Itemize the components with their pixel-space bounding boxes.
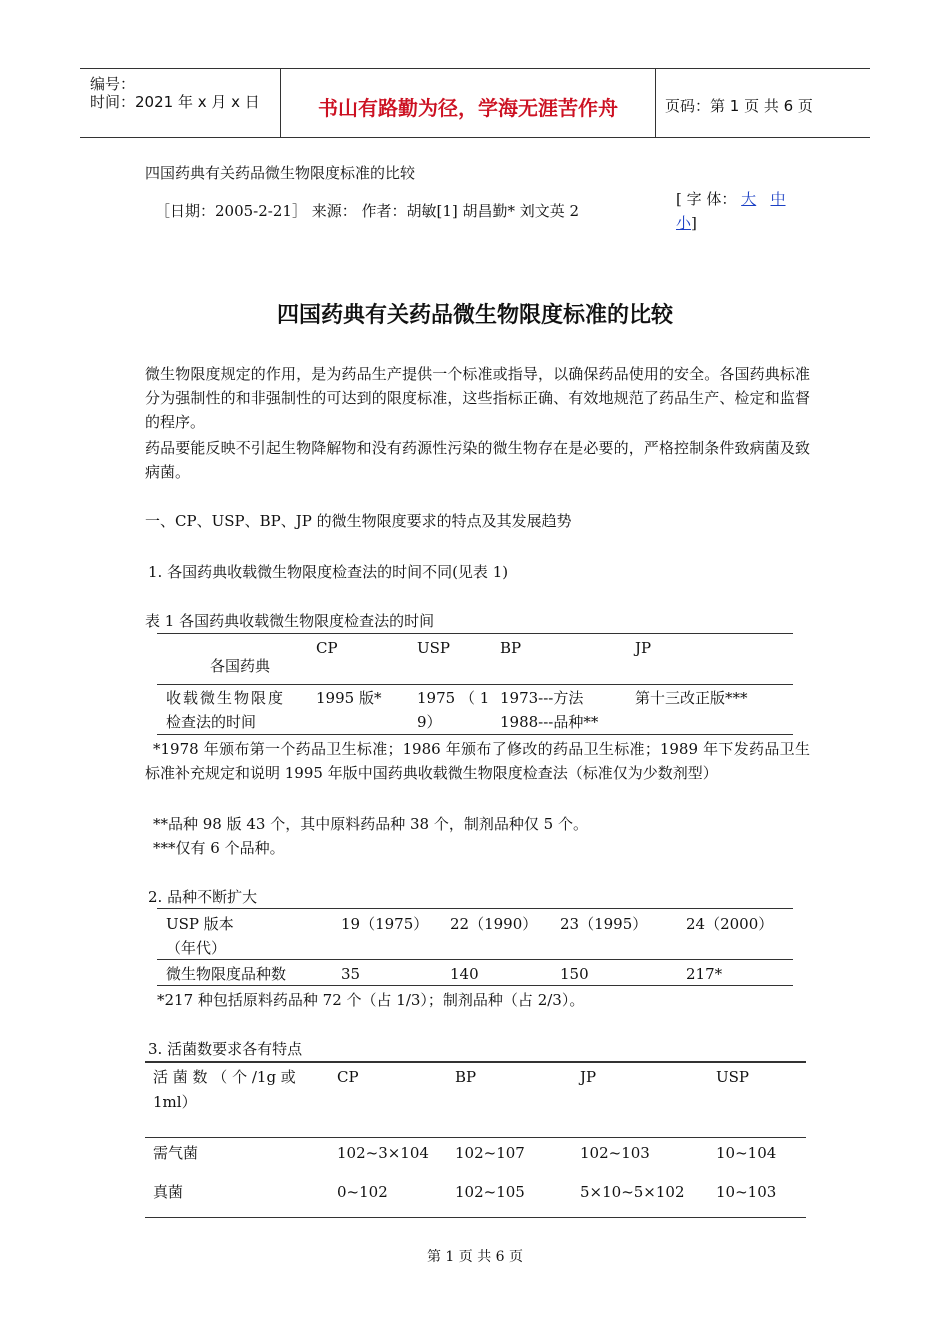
table3-mid-rule — [145, 1137, 806, 1138]
article-date-line: ［日期：2005-2-21］ 来源： 作者：胡敏[1] 胡昌勤* 刘文英 2 — [155, 202, 580, 220]
section-heading-1: 一、CP、USP、BP、JP 的微生物限度要求的特点及其发展趋势 — [145, 512, 572, 530]
header-info-cell — [80, 69, 280, 137]
table2-count-24: 217* — [686, 965, 723, 983]
table1-col-usp: USP — [417, 639, 451, 657]
table1-cp-value: 1995 版* — [316, 689, 382, 707]
table3-aerobic-usp: 10~104 — [716, 1144, 777, 1162]
table1-bp-value-1: 1973---方法 — [500, 689, 584, 707]
table3-header-1: 活 菌 数 （ 个 /1g 或 — [153, 1068, 296, 1086]
font-size-prefix: [ 字 体： — [676, 190, 737, 208]
table2-row-label: 微生物限度品种数 — [166, 965, 287, 983]
header-page-label: 页码：第 1 页 共 6 页 — [665, 97, 813, 115]
table2-top-rule — [157, 908, 793, 909]
table3-fungi-cp: 0~102 — [337, 1183, 388, 1201]
item-heading-2: 2. 品种不断扩大 — [148, 888, 258, 906]
table3-row-fungi-label: 真菌 — [153, 1183, 184, 1201]
item-heading-3: 3. 活菌数要求各有特点 — [148, 1040, 303, 1058]
table1-note-1: *1978 年颁布第一个药品卫生标准；1986 年颁布了修改的药品卫生标准；1989 年下发药品卫生标准补充规定和说明 1995 年版中国药典收载微生物限度检查法（标准仅为少数剂型） — [145, 740, 810, 782]
font-size-suffix: ] — [691, 214, 697, 232]
header-time-label: 时间：2021 年 x 月 x 日 — [90, 93, 260, 111]
table2-mid-rule — [157, 959, 793, 960]
table1-mid-rule — [157, 684, 793, 685]
table1-usp-value-1: 1975 （ 1 — [417, 689, 490, 707]
font-size-large-link[interactable]: 大 — [741, 190, 757, 208]
table1-note-3: ***仅有 6 个品种。 — [153, 839, 285, 857]
table3-fungi-jp: 5×10~5×102 — [580, 1183, 685, 1201]
header-page-cell — [655, 69, 870, 137]
table2-version-22: 22（1990） — [450, 915, 538, 933]
table3-col-jp: JP — [580, 1068, 597, 1086]
intro-paragraph-1: 微生物限度规定的作用，是为药品生产提供一个标准或指导，以确保药品使用的安全。各国药典标准分为强制性的和非强制性的可达到的限度标准，这些指标正确、有效地规范了药品生产、检定和监督的程序。 — [145, 365, 810, 431]
table2-header-1: USP 版本 — [166, 915, 234, 933]
table1-jp-value: 第十三改正版*** — [635, 689, 748, 707]
main-title: 四国药典有关药品微生物限度标准的比较 — [276, 303, 673, 328]
table2-header-2: （年代） — [166, 939, 227, 957]
item-heading-1: 1. 各国药典收载微生物限度检查法的时间不同(见表 1) — [148, 563, 509, 581]
table3-col-bp: BP — [455, 1068, 477, 1086]
table1-row-label-2: 检查法的时间 — [166, 713, 257, 731]
table3-col-cp: CP — [337, 1068, 359, 1086]
table3-header-2: 1ml） — [153, 1093, 197, 1111]
table3-col-usp: USP — [716, 1068, 750, 1086]
article-small-title: 四国药典有关药品微生物限度标准的比较 — [145, 164, 416, 182]
table2-version-23: 23（1995） — [560, 915, 648, 933]
font-size-selector — [676, 187, 806, 235]
table3-aerobic-cp: 102~3×104 — [337, 1144, 429, 1162]
table2-count-22: 140 — [450, 965, 479, 983]
header-number-label: 编号： — [90, 75, 136, 93]
table1-col-bp: BP — [500, 639, 522, 657]
table2-count-19: 35 — [341, 965, 361, 983]
page-header — [80, 68, 870, 138]
table3-fungi-usp: 10~103 — [716, 1183, 777, 1201]
header-motto-cell — [280, 69, 656, 137]
table2-bottom-rule — [157, 985, 793, 986]
table1-top-rule — [157, 633, 793, 634]
table1-caption: 表 1 各国药典收载微生物限度检查法的时间 — [145, 612, 435, 630]
header-motto: 书山有路勤为径，学海无涯苦作舟 — [318, 96, 618, 120]
table3-bottom-rule — [145, 1217, 806, 1218]
table3-row-aerobic-label: 需气菌 — [153, 1144, 199, 1162]
page-footer: 第 1 页 共 6 页 — [426, 1249, 524, 1265]
table2-version-24: 24（2000） — [686, 915, 774, 933]
table3-aerobic-bp: 102~107 — [455, 1144, 525, 1162]
table1-row-header: 各国药典 — [210, 657, 271, 675]
table1-bp-value-2: 1988---品种** — [500, 713, 599, 731]
font-size-small-link[interactable]: 小 — [676, 214, 692, 232]
intro-paragraph-2: 药品要能反映不引起生物降解物和没有药源性污染的微生物存在是必要的，严格控制条件致病菌及致病菌。 — [145, 439, 810, 481]
table2-note: *217 种包括原料药品种 72 个（占 1/3）；制剂品种（占 2/3）。 — [157, 991, 585, 1009]
table2-count-23: 150 — [560, 965, 589, 983]
table1-note-2: **品种 98 版 43 个，其中原料药品种 38 个，制剂品种仅 5 个。 — [153, 815, 588, 833]
table3-fungi-bp: 102~105 — [455, 1183, 525, 1201]
table3-aerobic-jp: 102~103 — [580, 1144, 650, 1162]
table1-bottom-rule — [157, 734, 793, 735]
font-size-medium-link[interactable]: 中 — [770, 190, 786, 208]
table1-row-label-1: 收载微生物限度 — [166, 689, 286, 707]
table1-usp-value-2: 9） — [417, 713, 442, 731]
table1-col-cp: CP — [316, 639, 338, 657]
table3-top-rule — [145, 1061, 806, 1063]
table1-col-jp: JP — [635, 639, 652, 657]
table2-version-19: 19（1975） — [341, 915, 429, 933]
